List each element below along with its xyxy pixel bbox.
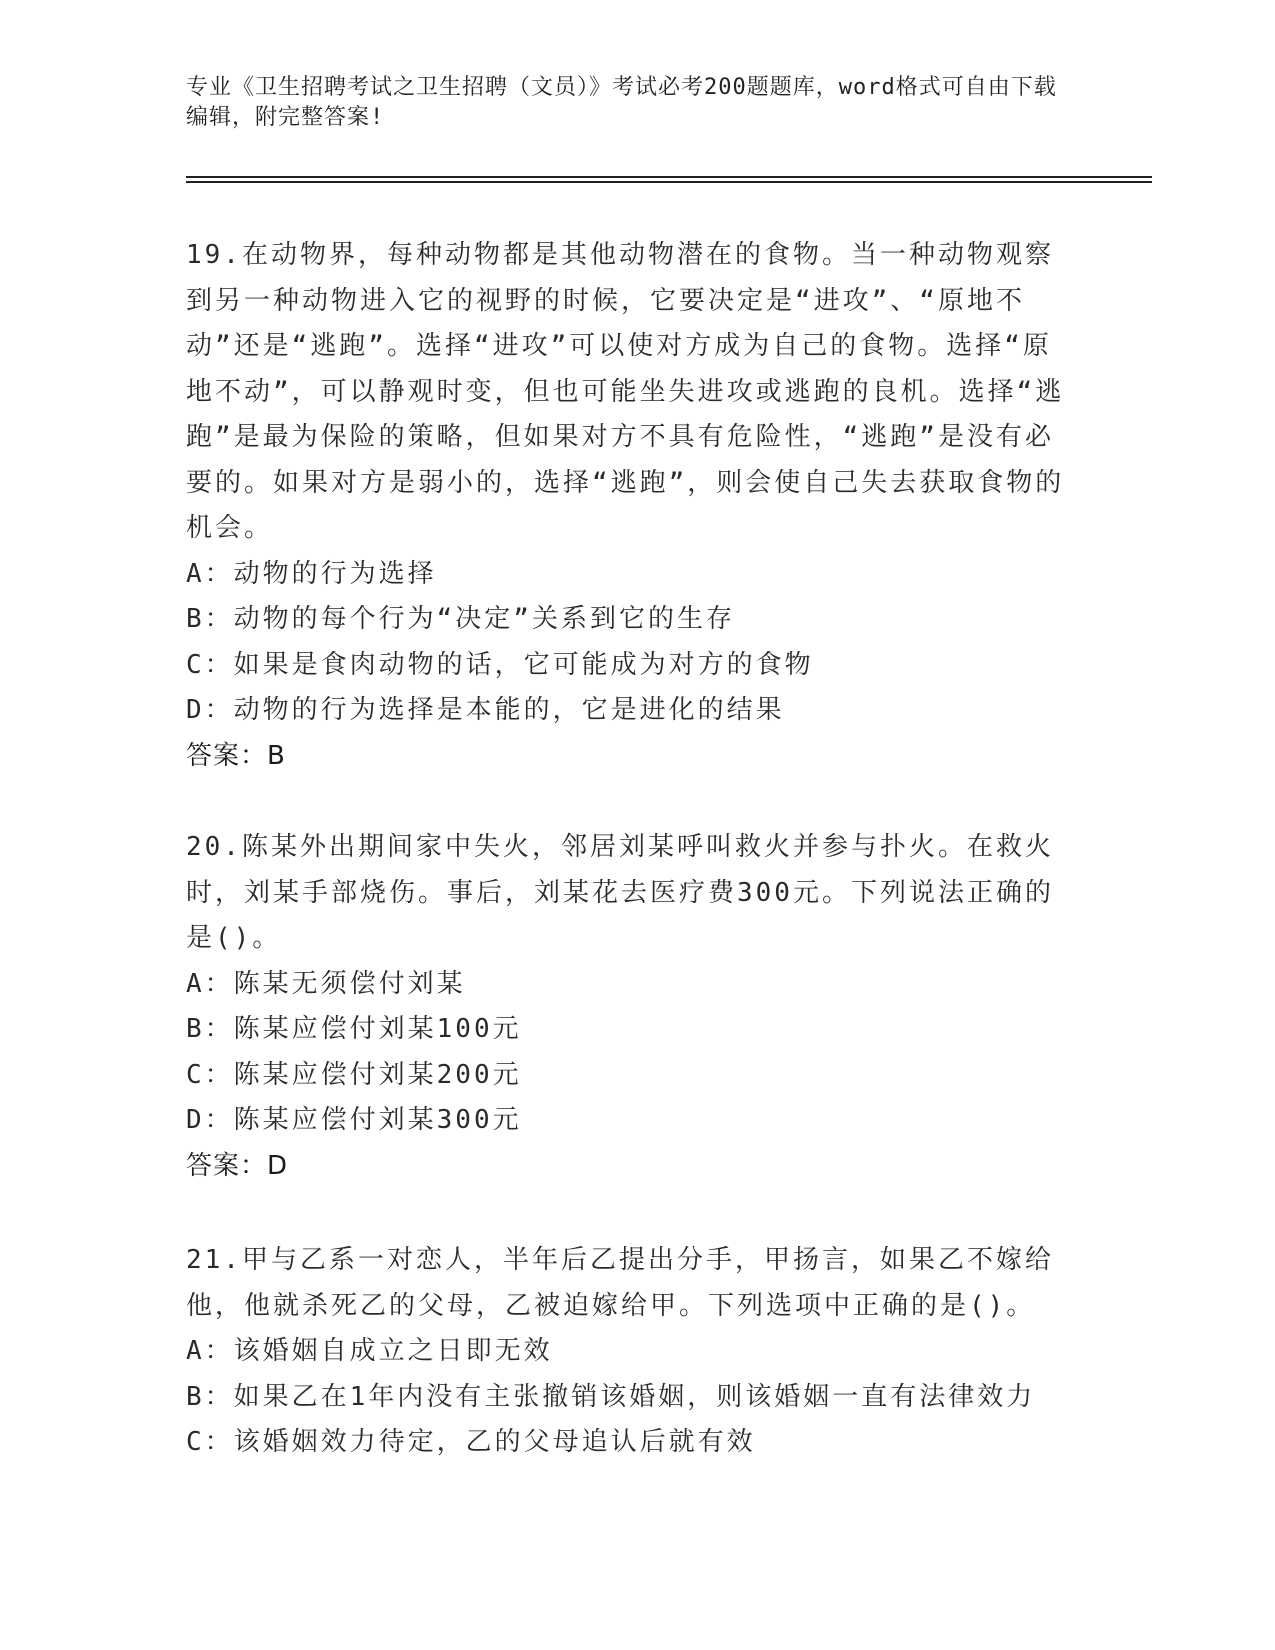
option-b: B：动物的每个行为“决定”关系到它的生存 [186, 604, 735, 634]
option-d: D：陈某应偿付刘某300元 [186, 1105, 522, 1135]
question-stem: 19.在动物界，每种动物都是其他动物潜在的食物。当一种动物观察到另一种动物进入它的视野的时候，它要决定是“进攻”、“原地不动”还是“逃跑”。选择“进攻”可以使对方成为自己的食物。选择“原地不动”，可以静观时变，但也可能坐失进攻或逃跑的良机。选择“逃跑”是最为保险的策略，但如果对方不具有危险性，“逃跑”是没有必要的。如果对方是弱小的，选择“逃跑”，则会使自己失去获取食物的机会。 [186, 240, 1065, 543]
option-b: B：如果乙在1年内没有主张撤销该婚姻，则该婚姻一直有法律效力 [186, 1381, 1036, 1412]
document-header: 专业《卫生招聘考试之卫生招聘（文员）》考试必考200题题库，word格式可自由下载编辑，附完整答案! [186, 75, 1057, 130]
question-20 [186, 825, 1066, 1189]
option-c: C：如果是食肉动物的话，它可能成为对方的食物 [186, 649, 814, 680]
header-rule-top [186, 176, 1152, 178]
option-a: A：该婚姻自成立之日即无效 [186, 1336, 553, 1366]
option-a: A：动物的行为选择 [186, 558, 437, 589]
question-stem: 20.陈某外出期间家中失火，邻居刘某呼叫救火并参与扑火。在救火时，刘某手部烧伤。事后，刘某花去医疗费300元。下列说法正确的是()。 [186, 832, 1054, 953]
option-b: B：陈某应偿付刘某100元 [186, 1014, 522, 1044]
question-21 [186, 1238, 1066, 1466]
option-a: A：陈某无须偿付刘某 [186, 968, 466, 999]
option-d: D：动物的行为选择是本能的，它是进化的结果 [186, 695, 785, 725]
option-c: C：陈某应偿付刘某200元 [186, 1059, 522, 1090]
header-rule-bottom [186, 181, 1152, 183]
answer-line: 答案：B [186, 740, 286, 771]
answer-line: 答案：D [186, 1150, 289, 1181]
question-stem: 21.甲与乙系一对恋人，半年后乙提出分手，甲扬言，如果乙不嫁给他，他就杀死乙的父母，乙被迫嫁给甲。下列选项中正确的是()。 [186, 1245, 1054, 1321]
question-19 [186, 233, 1066, 779]
option-c: C：该婚姻效力待定，乙的父母追认后就有效 [186, 1427, 756, 1457]
